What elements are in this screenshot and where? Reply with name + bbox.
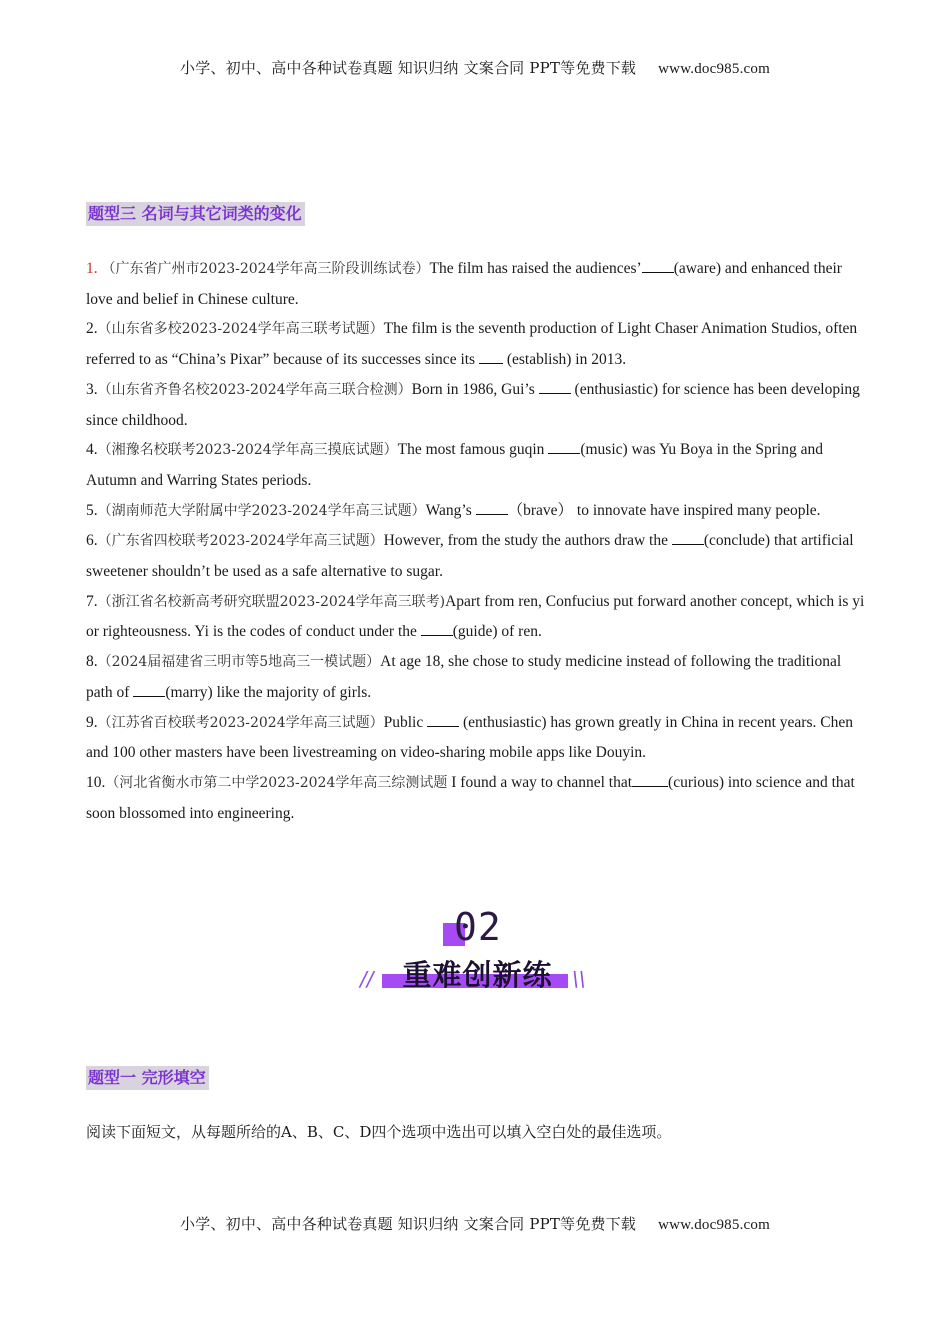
question-text-before: At age 18, she chose to study medicine instead of following the traditional path of xyxy=(86,653,842,701)
question-list xyxy=(86,254,868,828)
answer-blank xyxy=(421,621,453,636)
question-source: （湖南师范大学附属中学2023-2024学年高三试题） xyxy=(97,502,426,519)
section-title-1: 题型一 完形填空 xyxy=(86,1066,209,1090)
banner-left-decoration: // xyxy=(360,967,374,991)
question-text-before: The film has raised the audiences’ xyxy=(429,260,642,277)
question-text-before: However, from the study the authors draw the xyxy=(383,532,672,550)
question-text-before: The most famous guqin xyxy=(397,441,549,459)
question-text-before: Wang’s xyxy=(425,501,476,519)
page-header xyxy=(0,57,950,78)
answer-blank xyxy=(539,379,571,394)
answer-blank xyxy=(133,682,165,697)
question-source: （广东省四校联考2023-2024学年高三试题） xyxy=(97,533,384,550)
header-text: 小学、初中、高中各种试卷真题 知识归纳 文案合同 PPT等免费下载 xyxy=(180,59,637,77)
question-number: 9. xyxy=(86,713,98,731)
answer-blank xyxy=(479,349,503,364)
header-url[interactable]: www.doc985.com xyxy=(658,61,770,77)
question-text-before: Born in 1986, Gui’s xyxy=(411,380,539,398)
question-3 xyxy=(86,375,868,435)
question-number: 2. xyxy=(86,320,98,338)
question-text-before: Apart from ren, Confucius put forward another concept, which is yi or righteousness. Yi is the codes of conduct under the xyxy=(86,592,865,641)
question-source: （2024届福建省三明市等5地高三一模试题） xyxy=(97,654,381,671)
question-8 xyxy=(86,647,868,707)
question-number: 10. xyxy=(86,773,106,791)
section-banner xyxy=(360,905,590,1000)
question-number: 8. xyxy=(86,653,98,671)
question-text-after: (curious) into science and that soon blossomed into engineering. xyxy=(86,773,855,822)
page-footer xyxy=(0,1213,950,1234)
question-4 xyxy=(86,435,868,495)
question-number: 4. xyxy=(86,441,98,459)
banner-title: 重难创新练 xyxy=(402,958,553,992)
question-text-after: (enthusiastic) has grown greatly in China in recent years. Chen and 100 other masters have been livestreaming on video-sharing mobile apps like Douyin. xyxy=(86,713,853,762)
answer-blank xyxy=(548,439,580,454)
question-text-before: I found a way to channel that xyxy=(447,773,633,791)
question-source: （山东省齐鲁名校2023-2024学年高三联合检测） xyxy=(97,381,412,398)
question-source: （浙江省名校新高考研究联盟2023-2024学年高三联考) xyxy=(97,593,446,610)
answer-blank xyxy=(632,772,668,787)
question-text-after: (music) was Yu Boya in the Spring and Autumn and Warring States periods. xyxy=(86,441,823,489)
question-10 xyxy=(86,768,868,828)
question-text-after: (establish) in 2013. xyxy=(502,351,627,369)
question-text-before: Public xyxy=(383,713,428,731)
question-1 xyxy=(86,254,868,314)
question-number: 3. xyxy=(86,380,98,398)
section-title-3: 题型三 名词与其它词类的变化 xyxy=(86,202,305,226)
question-text-after: (aware) and enhanced their love and belief in Chinese culture. xyxy=(86,260,842,308)
question-text-after: （brave） to innovate have inspired many people. xyxy=(507,501,821,519)
question-source: （江苏省百校联考2023-2024学年高三试题） xyxy=(97,714,384,731)
answer-blank xyxy=(672,530,704,545)
question-text-after: (conclude) that artificial sweetener shouldn’t be used as a safe alternative to sugar. xyxy=(86,532,854,581)
question-5 xyxy=(86,496,868,527)
question-text-after: (marry) like the majority of girls. xyxy=(165,683,372,701)
question-number: 5. xyxy=(86,501,98,519)
question-2 xyxy=(86,314,868,374)
answer-blank xyxy=(427,712,459,727)
question-7 xyxy=(86,587,868,647)
question-text-before: The film is the seventh production of Light Chaser Animation Studios, often referred to as “China’s Pixar” because of its successes since its xyxy=(86,320,858,369)
question-source: （山东省多校2023-2024学年高三联考试题） xyxy=(97,321,384,338)
question-9 xyxy=(86,708,868,768)
footer-text: 小学、初中、高中各种试卷真题 知识归纳 文案合同 PPT等免费下载 xyxy=(180,1215,637,1233)
instruction-text: 阅读下面短文，从每题所给的A、B、C、D四个选项中选出可以填入空白处的最佳选项。 xyxy=(86,1123,672,1141)
banner-right-decoration: \\ xyxy=(572,967,586,991)
answer-blank xyxy=(476,500,508,515)
question-6 xyxy=(86,526,868,586)
question-number: 1. xyxy=(86,260,98,277)
question-text-after: (guide) of ren. xyxy=(452,623,542,641)
question-source: （湘豫名校联考2023-2024学年高三摸底试题） xyxy=(97,442,398,459)
answer-blank xyxy=(642,258,674,273)
question-source: （河北省衡水市第二中学2023-2024学年高三综测试题 xyxy=(105,774,448,791)
question-number: 6. xyxy=(86,532,98,550)
question-number: 7. xyxy=(86,592,98,610)
question-text-after: (enthusiastic) for science has been developing since childhood. xyxy=(86,380,860,429)
footer-url[interactable]: www.doc985.com xyxy=(658,1217,770,1233)
question-source: （广东省广州市2023-2024学年高三阶段训练试卷） xyxy=(101,261,430,277)
banner-number: 02 xyxy=(454,905,502,949)
